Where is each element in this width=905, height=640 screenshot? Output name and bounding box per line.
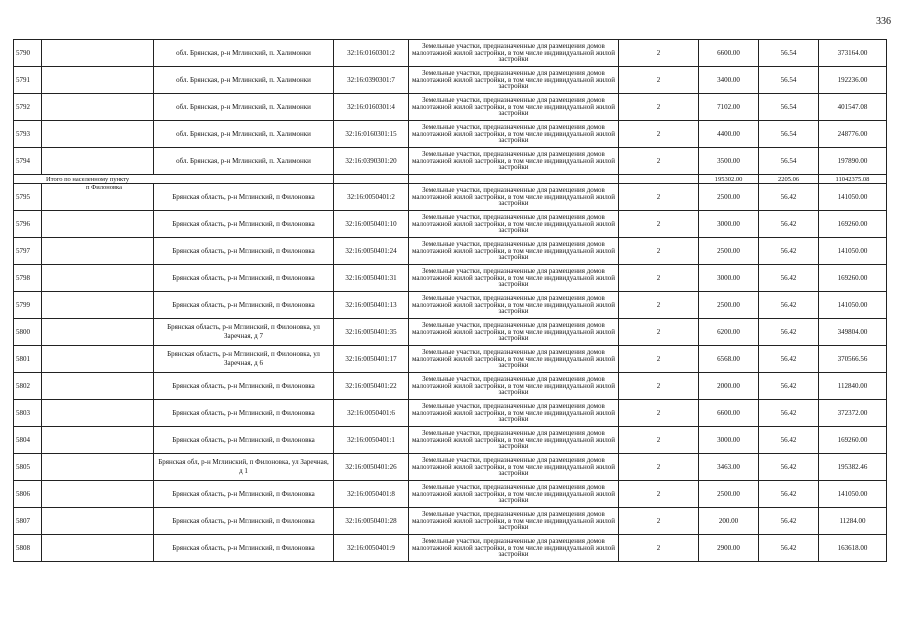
row-number: 5801 bbox=[14, 346, 42, 373]
rate-cell: 56.42 bbox=[759, 508, 819, 535]
subtotal-value: 11042375.08 bbox=[819, 175, 887, 184]
page-number: 336 bbox=[876, 16, 891, 27]
area-cell: 2500.00 bbox=[699, 184, 759, 211]
subtotal-block bbox=[14, 175, 887, 184]
land-use-cell: Земельные участки, предназначенные для размещения домов малоэтажной жилой застройки, в том числе индивидуальной жилой застройки bbox=[409, 481, 619, 508]
table-row bbox=[14, 238, 887, 265]
table-row bbox=[14, 454, 887, 481]
address-cell: обл. Брянская, р-н Мглинский, п. Халимонки bbox=[154, 121, 334, 148]
cadastral-number-cell: 32:16:0050401:9 bbox=[334, 535, 409, 562]
category-code-cell: 2 bbox=[619, 292, 699, 319]
rate-cell: 56.42 bbox=[759, 373, 819, 400]
table-row bbox=[14, 121, 887, 148]
settlement-cell bbox=[42, 373, 154, 400]
area-cell: 7102.00 bbox=[699, 94, 759, 121]
table-row bbox=[14, 373, 887, 400]
cadastral-value-cell: 11284.00 bbox=[819, 508, 887, 535]
category-code-cell: 2 bbox=[619, 481, 699, 508]
row-number: 5799 bbox=[14, 292, 42, 319]
rate-cell: 56.42 bbox=[759, 292, 819, 319]
cadastral-number-cell: 32:16:0050401:35 bbox=[334, 319, 409, 346]
cadastral-value-cell: 349804.00 bbox=[819, 319, 887, 346]
cadastral-value-cell: 141050.00 bbox=[819, 184, 887, 211]
address-cell: Брянская обл, р-н Мглинский, п Филоновка, ул Заречная, д 1 bbox=[154, 454, 334, 481]
row-number: 5796 bbox=[14, 211, 42, 238]
land-use-cell: Земельные участки, предназначенные для размещения домов малоэтажной жилой застройки, в том числе индивидуальной жилой застройки bbox=[409, 292, 619, 319]
land-use-cell: Земельные участки, предназначенные для размещения домов малоэтажной жилой застройки, в том числе индивидуальной жилой застройки bbox=[409, 346, 619, 373]
row-number: 5792 bbox=[14, 94, 42, 121]
land-use-cell: Земельные участки, предназначенные для размещения домов малоэтажной жилой застройки, в том числе индивидуальной жилой застройки bbox=[409, 535, 619, 562]
category-code-cell: 2 bbox=[619, 454, 699, 481]
cadastral-value-cell: 372372.00 bbox=[819, 400, 887, 427]
row-number: 5797 bbox=[14, 238, 42, 265]
land-registry-table bbox=[13, 39, 887, 562]
address-cell: Брянская область, р-н Мглинский, п Филоновка bbox=[154, 265, 334, 292]
cadastral-value-cell: 169260.00 bbox=[819, 427, 887, 454]
row-number: 5803 bbox=[14, 400, 42, 427]
cadastral-number-cell: 32:16:0160301:2 bbox=[334, 40, 409, 67]
settlement-cell bbox=[42, 40, 154, 67]
area-cell: 2500.00 bbox=[699, 292, 759, 319]
settlement-cell bbox=[42, 319, 154, 346]
settlement-cell bbox=[42, 535, 154, 562]
category-code-cell: 2 bbox=[619, 346, 699, 373]
cadastral-value-cell: 373164.00 bbox=[819, 40, 887, 67]
land-use-cell: Земельные участки, предназначенные для размещения домов малоэтажной жилой застройки, в том числе индивидуальной жилой застройки bbox=[409, 148, 619, 175]
land-use-cell: Земельные участки, предназначенные для размещения домов малоэтажной жилой застройки, в том числе индивидуальной жилой застройки bbox=[409, 211, 619, 238]
cadastral-number-cell: 32:16:0050401:24 bbox=[334, 238, 409, 265]
second-settlement-block bbox=[14, 184, 887, 562]
rate-cell: 56.54 bbox=[759, 121, 819, 148]
category-code-cell: 2 bbox=[619, 148, 699, 175]
land-use-cell: Земельные участки, предназначенные для размещения домов малоэтажной жилой застройки, в том числе индивидуальной жилой застройки bbox=[409, 67, 619, 94]
category-code-cell: 2 bbox=[619, 400, 699, 427]
category-code-cell: 2 bbox=[619, 373, 699, 400]
row-number: 5798 bbox=[14, 265, 42, 292]
land-use-cell: Земельные участки, предназначенные для размещения домов малоэтажной жилой застройки, в том числе индивидуальной жилой застройки bbox=[409, 454, 619, 481]
table-row bbox=[14, 211, 887, 238]
settlement-cell bbox=[42, 238, 154, 265]
cadastral-number-cell: 32:16:0390301:7 bbox=[334, 67, 409, 94]
row-number: 5805 bbox=[14, 454, 42, 481]
rate-cell: 56.42 bbox=[759, 265, 819, 292]
area-cell: 2500.00 bbox=[699, 238, 759, 265]
cadastral-value-cell: 192236.00 bbox=[819, 67, 887, 94]
address-cell: Брянская область, р-н Мглинский, п Филоновка bbox=[154, 238, 334, 265]
cadastral-value-cell: 197890.00 bbox=[819, 148, 887, 175]
address-cell: Брянская область, р-н Мглинский, п Филоновка bbox=[154, 373, 334, 400]
address-cell: Брянская область, р-н Мглинский, п Филоновка bbox=[154, 292, 334, 319]
cadastral-value-cell: 401547.08 bbox=[819, 94, 887, 121]
row-number: 5800 bbox=[14, 319, 42, 346]
subtotal-label: Итого по населенному пункту bbox=[14, 175, 334, 184]
address-cell: Брянская область, р-н Мглинский, п Филоновка bbox=[154, 184, 334, 211]
first-settlement-block bbox=[14, 40, 887, 175]
address-cell: обл. Брянская, р-н Мглинский, п. Халимонки bbox=[154, 67, 334, 94]
cadastral-number-cell: 32:16:0050401:2 bbox=[334, 184, 409, 211]
cadastral-number-cell: 32:16:0050401:6 bbox=[334, 400, 409, 427]
category-code-cell: 2 bbox=[619, 265, 699, 292]
area-cell: 6600.00 bbox=[699, 40, 759, 67]
land-use-cell: Земельные участки, предназначенные для размещения домов малоэтажной жилой застройки, в том числе индивидуальной жилой застройки bbox=[409, 265, 619, 292]
row-number: 5794 bbox=[14, 148, 42, 175]
table-row bbox=[14, 94, 887, 121]
rate-cell: 56.54 bbox=[759, 148, 819, 175]
rate-cell: 56.54 bbox=[759, 94, 819, 121]
land-use-cell: Земельные участки, предназначенные для размещения домов малоэтажной жилой застройки, в том числе индивидуальной жилой застройки bbox=[409, 427, 619, 454]
category-code-cell: 2 bbox=[619, 184, 699, 211]
land-use-cell: Земельные участки, предназначенные для размещения домов малоэтажной жилой застройки, в том числе индивидуальной жилой застройки bbox=[409, 319, 619, 346]
rate-cell: 56.54 bbox=[759, 40, 819, 67]
subtotal-rate: 2205.06 bbox=[759, 175, 819, 184]
area-cell: 200.00 bbox=[699, 508, 759, 535]
cadastral-value-cell: 141050.00 bbox=[819, 238, 887, 265]
settlement-cell bbox=[42, 427, 154, 454]
category-code-cell: 2 bbox=[619, 427, 699, 454]
category-code-cell: 2 bbox=[619, 319, 699, 346]
cadastral-value-cell: 112840.00 bbox=[819, 373, 887, 400]
area-cell: 6600.00 bbox=[699, 400, 759, 427]
subtotal-row bbox=[14, 175, 887, 184]
cadastral-number-cell: 32:16:0050401:8 bbox=[334, 481, 409, 508]
cadastral-number-cell: 32:16:0050401:22 bbox=[334, 373, 409, 400]
address-cell: Брянская область, р-н Мглинский, п Филоновка bbox=[154, 427, 334, 454]
settlement-cell bbox=[42, 94, 154, 121]
cadastral-number-cell: 32:16:0160301:4 bbox=[334, 94, 409, 121]
cadastral-number-cell: 32:16:0050401:28 bbox=[334, 508, 409, 535]
rate-cell: 56.42 bbox=[759, 400, 819, 427]
area-cell: 6568.00 bbox=[699, 346, 759, 373]
row-number: 5793 bbox=[14, 121, 42, 148]
category-code-cell: 2 bbox=[619, 508, 699, 535]
row-number: 5791 bbox=[14, 67, 42, 94]
address-cell: обл. Брянская, р-н Мглинский, п. Халимонки bbox=[154, 94, 334, 121]
address-cell: Брянская область, р-н Мглинский, п Филоновка bbox=[154, 400, 334, 427]
land-use-cell: Земельные участки, предназначенные для размещения домов малоэтажной жилой застройки, в том числе индивидуальной жилой застройки bbox=[409, 400, 619, 427]
row-number: 5795 bbox=[14, 184, 42, 211]
category-code-cell: 2 bbox=[619, 94, 699, 121]
area-cell: 3500.00 bbox=[699, 148, 759, 175]
area-cell: 3000.00 bbox=[699, 211, 759, 238]
category-code-cell: 2 bbox=[619, 121, 699, 148]
address-cell: Брянская область, р-н Мглинский, п Филоновка, ул Заречная, д 7 bbox=[154, 319, 334, 346]
table-row bbox=[14, 346, 887, 373]
settlement-cell bbox=[42, 265, 154, 292]
land-use-cell: Земельные участки, предназначенные для размещения домов малоэтажной жилой застройки, в том числе индивидуальной жилой застройки bbox=[409, 184, 619, 211]
area-cell: 3463.00 bbox=[699, 454, 759, 481]
table-row bbox=[14, 400, 887, 427]
cadastral-value-cell: 370566.56 bbox=[819, 346, 887, 373]
area-cell: 2900.00 bbox=[699, 535, 759, 562]
rate-cell: 56.42 bbox=[759, 238, 819, 265]
land-use-cell: Земельные участки, предназначенные для размещения домов малоэтажной жилой застройки, в том числе индивидуальной жилой застройки bbox=[409, 373, 619, 400]
area-cell: 3400.00 bbox=[699, 67, 759, 94]
area-cell: 3000.00 bbox=[699, 427, 759, 454]
settlement-cell bbox=[42, 121, 154, 148]
settlement-cell bbox=[42, 454, 154, 481]
settlement-cell bbox=[42, 346, 154, 373]
category-code-cell: 2 bbox=[619, 211, 699, 238]
cadastral-number-cell: 32:16:0050401:10 bbox=[334, 211, 409, 238]
cadastral-value-cell: 195382.46 bbox=[819, 454, 887, 481]
settlement-name: п Филоновка bbox=[86, 184, 122, 191]
category-code-cell: 2 bbox=[619, 40, 699, 67]
cadastral-number-cell: 32:16:0050401:17 bbox=[334, 346, 409, 373]
land-use-cell: Земельные участки, предназначенные для размещения домов малоэтажной жилой застройки, в том числе индивидуальной жилой застройки bbox=[409, 121, 619, 148]
rate-cell: 56.42 bbox=[759, 319, 819, 346]
rate-cell: 56.42 bbox=[759, 211, 819, 238]
row-number: 5802 bbox=[14, 373, 42, 400]
land-use-cell: Земельные участки, предназначенные для размещения домов малоэтажной жилой застройки, в том числе индивидуальной жилой застройки bbox=[409, 238, 619, 265]
table-row bbox=[14, 481, 887, 508]
cadastral-number-cell: 32:16:0390301:20 bbox=[334, 148, 409, 175]
cadastral-number-cell: 32:16:0050401:13 bbox=[334, 292, 409, 319]
cadastral-number-cell: 32:16:0050401:31 bbox=[334, 265, 409, 292]
area-cell: 3000.00 bbox=[699, 265, 759, 292]
rate-cell: 56.42 bbox=[759, 481, 819, 508]
table-row bbox=[14, 508, 887, 535]
category-code-cell: 2 bbox=[619, 67, 699, 94]
table-row bbox=[14, 292, 887, 319]
settlement-cell bbox=[42, 67, 154, 94]
settlement-cell bbox=[42, 400, 154, 427]
cadastral-value-cell: 169260.00 bbox=[819, 265, 887, 292]
cadastral-number-cell: 32:16:0050401:1 bbox=[334, 427, 409, 454]
table-row bbox=[14, 184, 887, 211]
cadastral-value-cell: 248776.00 bbox=[819, 121, 887, 148]
cadastral-value-cell: 169260.00 bbox=[819, 211, 887, 238]
rate-cell: 56.54 bbox=[759, 67, 819, 94]
settlement-cell bbox=[42, 508, 154, 535]
table-row bbox=[14, 427, 887, 454]
land-use-cell: Земельные участки, предназначенные для размещения домов малоэтажной жилой застройки, в том числе индивидуальной жилой застройки bbox=[409, 508, 619, 535]
settlement-cell bbox=[42, 148, 154, 175]
table-row bbox=[14, 319, 887, 346]
table-row bbox=[14, 265, 887, 292]
row-number: 5806 bbox=[14, 481, 42, 508]
rate-cell: 56.42 bbox=[759, 184, 819, 211]
category-code-cell: 2 bbox=[619, 238, 699, 265]
area-cell: 4400.00 bbox=[699, 121, 759, 148]
settlement-cell bbox=[42, 481, 154, 508]
cadastral-number-cell: 32:16:0160301:15 bbox=[334, 121, 409, 148]
rate-cell: 56.42 bbox=[759, 427, 819, 454]
settlement-cell bbox=[42, 211, 154, 238]
rate-cell: 56.42 bbox=[759, 454, 819, 481]
address-cell: Брянская область, р-н Мглинский, п Филоновка bbox=[154, 508, 334, 535]
address-cell: Брянская область, р-н Мглинский, п Филоновка bbox=[154, 211, 334, 238]
rate-cell: 56.42 bbox=[759, 535, 819, 562]
table-row bbox=[14, 40, 887, 67]
address-cell: обл. Брянская, р-н Мглинский, п. Халимонки bbox=[154, 40, 334, 67]
settlement-cell bbox=[42, 292, 154, 319]
rate-cell: 56.42 bbox=[759, 346, 819, 373]
area-cell: 6200.00 bbox=[699, 319, 759, 346]
address-cell: Брянская область, р-н Мглинский, п Филоновка, ул Заречная, д 6 bbox=[154, 346, 334, 373]
land-use-cell: Земельные участки, предназначенные для размещения домов малоэтажной жилой застройки, в том числе индивидуальной жилой застройки bbox=[409, 40, 619, 67]
area-cell: 2000.00 bbox=[699, 373, 759, 400]
table-row bbox=[14, 148, 887, 175]
row-number: 5790 bbox=[14, 40, 42, 67]
area-cell: 2500.00 bbox=[699, 481, 759, 508]
row-number: 5808 bbox=[14, 535, 42, 562]
address-cell: Брянская область, р-н Мглинский, п Филоновка bbox=[154, 481, 334, 508]
table-row bbox=[14, 535, 887, 562]
row-number: 5807 bbox=[14, 508, 42, 535]
address-cell: обл. Брянская, р-н Мглинский, п. Халимонки bbox=[154, 148, 334, 175]
land-use-cell: Земельные участки, предназначенные для размещения домов малоэтажной жилой застройки, в том числе индивидуальной жилой застройки bbox=[409, 94, 619, 121]
settlement-cell bbox=[42, 184, 154, 211]
cadastral-value-cell: 141050.00 bbox=[819, 481, 887, 508]
address-cell: Брянская область, р-н Мглинский, п Филоновка bbox=[154, 535, 334, 562]
category-code-cell: 2 bbox=[619, 535, 699, 562]
row-number: 5804 bbox=[14, 427, 42, 454]
table-row bbox=[14, 67, 887, 94]
subtotal-area: 195302.00 bbox=[699, 175, 759, 184]
cadastral-number-cell: 32:16:0050401:26 bbox=[334, 454, 409, 481]
cadastral-value-cell: 141050.00 bbox=[819, 292, 887, 319]
cadastral-value-cell: 163618.00 bbox=[819, 535, 887, 562]
